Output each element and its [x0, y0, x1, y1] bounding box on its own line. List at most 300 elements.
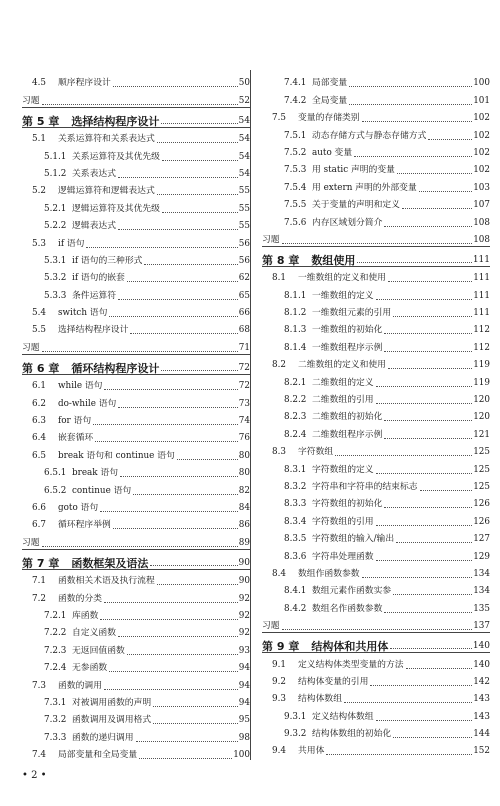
dot-leader	[384, 419, 472, 421]
toc-entry[interactable]	[22, 744, 250, 761]
toc-entry-number: 9.3.2	[284, 729, 307, 740]
toc-entry-title: goto 语句	[58, 502, 99, 513]
toc-entry-number: 8.2.4	[284, 429, 307, 440]
toc-entry-title: 嵌套循环	[58, 433, 94, 444]
toc-entry-page: 137	[473, 621, 490, 632]
toc-entry-title: 二维数组的引用	[312, 395, 374, 406]
toc-entry[interactable]	[262, 211, 490, 228]
dot-leader	[139, 757, 232, 759]
dot-leader	[354, 155, 472, 157]
dot-leader	[42, 103, 238, 105]
toc-entry-number: 5.3.2	[44, 273, 67, 284]
column-divider	[250, 70, 251, 760]
dot-leader	[370, 684, 472, 686]
dot-leader	[376, 524, 473, 526]
toc-entry-number: 4.5	[32, 78, 46, 89]
dot-leader	[384, 350, 472, 352]
toc-exercise-entry[interactable]	[22, 89, 250, 106]
toc-entry-number: 8.1.3	[284, 325, 307, 336]
toc-entry-title: do-while 语句	[58, 398, 117, 409]
toc-entry-number: 7.5	[272, 113, 286, 124]
toc-entry[interactable]	[22, 427, 250, 444]
toc-entry-number: 8.2	[272, 360, 286, 371]
toc-entry-title: continue 语句	[72, 485, 132, 496]
toc-entry-title: 习题	[22, 95, 40, 106]
toc-entry-number: 5.4	[32, 308, 46, 319]
toc-entry-title: 数组名作函数参数	[312, 603, 383, 614]
toc-chapter-entry[interactable]	[22, 355, 250, 374]
toc-entry-title: while 语句	[58, 381, 103, 392]
toc-entry[interactable]	[22, 497, 250, 514]
toc-entry-page: 100	[473, 78, 490, 89]
toc-entry-title: if 语句的三种形式	[72, 255, 143, 266]
dot-leader	[384, 332, 472, 334]
dot-leader	[100, 618, 237, 620]
toc-entry-title: break 语句和 continue 语句	[58, 450, 175, 461]
toc-entry-number: 8.3	[272, 447, 286, 458]
toc-entry-number: 7.1	[32, 576, 46, 587]
toc-entry-title: 习题	[262, 621, 280, 632]
toc-entry-number: 7.2.1	[44, 610, 67, 621]
dot-leader	[384, 611, 472, 613]
toc-entry-number: 8.2.2	[284, 395, 307, 406]
toc-entry-page: 101	[473, 95, 490, 106]
toc-entry[interactable]	[262, 284, 490, 301]
toc-entry-title: 结构体和共用体	[311, 640, 389, 654]
dot-leader	[390, 647, 471, 649]
toc-entry-title: for 语句	[58, 416, 92, 427]
toc-entry-number: 6.5.2	[44, 485, 67, 496]
toc-entry[interactable]	[262, 406, 490, 423]
toc-entry-number: 5.2.1	[44, 203, 67, 214]
toc-entry-number: 8.4.1	[284, 586, 307, 597]
toc-entry[interactable]	[22, 674, 250, 691]
toc-entry[interactable]	[22, 145, 250, 162]
toc-entry-number: 第 8 章	[262, 253, 300, 267]
toc-entry-title: 习题	[262, 234, 280, 245]
dot-leader	[120, 475, 238, 477]
toc-entry[interactable]	[262, 740, 490, 757]
toc-entry[interactable]	[262, 671, 490, 688]
toc-entry-page: 125	[473, 481, 490, 492]
toc-entry-title: 定义结构体数组	[312, 711, 374, 722]
toc-chapter-entry[interactable]	[22, 550, 250, 569]
dot-leader	[109, 315, 237, 317]
toc-entry-number: 第 6 章	[22, 361, 60, 375]
toc-entry-title: 字符数组的输入/输出	[312, 534, 395, 545]
toc-entry-title: 共用体	[298, 746, 325, 757]
toc-entry-title: 函数调用及调用格式	[72, 715, 152, 726]
toc-entry-number: 8.4.2	[284, 603, 307, 614]
toc-entry[interactable]	[262, 597, 490, 614]
toc-entry-number: 6.5	[32, 450, 46, 461]
toc-entry-title: 结构体变量的引用	[298, 676, 369, 687]
toc-entry-page: 62	[238, 273, 250, 284]
toc-entry[interactable]	[262, 476, 490, 493]
dot-leader	[93, 423, 238, 425]
toc-entry-title: 字符串和字符串的结束标志	[312, 481, 418, 492]
dot-leader	[376, 298, 473, 300]
dot-leader	[393, 593, 472, 595]
toc-entry-page: 65	[238, 290, 250, 301]
toc-entry-page: 108	[473, 234, 490, 245]
toc-entry[interactable]	[262, 194, 490, 211]
toc-entry-page: 144	[473, 729, 490, 740]
dot-leader	[376, 472, 473, 474]
toc-entry-number: 8.1	[272, 273, 286, 284]
toc-exercise-entry[interactable]	[22, 531, 250, 548]
toc-entry-title: 关于变量的声明和定义	[312, 200, 400, 211]
toc-entry-number: 9.3.1	[284, 711, 307, 722]
toc-entry-title: 字符数组的引用	[312, 516, 374, 527]
dot-leader	[402, 207, 472, 209]
toc-entry-number: 5.3	[32, 238, 46, 249]
toc-entry-title: break 语句	[72, 468, 119, 479]
toc-entry-page: 93	[238, 645, 250, 656]
dot-leader	[384, 225, 472, 227]
toc-entry[interactable]	[262, 336, 490, 353]
toc-entry-page: 111	[473, 308, 490, 319]
toc-entry-page: 92	[238, 628, 250, 639]
toc-entry-number: 5.2.2	[44, 221, 67, 232]
toc-entry-page: 112	[473, 325, 490, 336]
toc-entry-title: 逻辑表达式	[72, 221, 116, 232]
toc-entry[interactable]	[262, 176, 490, 193]
dot-leader	[177, 458, 238, 460]
toc-entry[interactable]	[262, 510, 490, 527]
toc-entry[interactable]	[22, 302, 250, 319]
toc-entry-page: 72	[238, 381, 250, 392]
toc-entry-page: 121	[473, 429, 490, 440]
toc-entry[interactable]	[262, 159, 490, 176]
toc-entry-page: 95	[238, 715, 250, 726]
toc-entry-number: 7.4	[32, 750, 46, 761]
dot-leader	[162, 211, 238, 213]
toc-entry-page: 103	[473, 182, 490, 193]
toc-entry-title: 结构体数组的初始化	[312, 729, 392, 740]
toc-entry-number: 5.1.1	[44, 151, 67, 162]
toc-entry-page: 102	[473, 147, 490, 158]
toc-entry-title: 对被调用函数的声明	[72, 697, 152, 708]
dot-leader	[396, 541, 472, 543]
toc-entry-page: 120	[473, 412, 490, 423]
toc-entry-page: 52	[238, 95, 250, 106]
toc-entry[interactable]	[262, 653, 490, 670]
toc-entry[interactable]	[22, 622, 250, 639]
dot-leader	[428, 138, 472, 140]
dot-leader	[133, 493, 238, 495]
toc-entry-page: 55	[238, 221, 250, 232]
toc-entry-number: 6.5.1	[44, 468, 67, 479]
toc-entry-number: 7.5.6	[284, 217, 307, 228]
toc-entry-title: 用 extern 声明的外部变量	[312, 182, 417, 193]
toc-entry-number: 7.5.1	[284, 130, 307, 141]
toc-entry[interactable]	[22, 267, 250, 284]
toc-entry[interactable]	[22, 410, 250, 427]
dot-leader	[136, 740, 238, 742]
toc-entry[interactable]	[262, 107, 490, 124]
toc-entry-page: 142	[473, 676, 490, 687]
toc-entry-number: 6.2	[32, 398, 46, 409]
toc-entry-page: 73	[238, 398, 250, 409]
toc-entry-number: 7.5.4	[284, 182, 307, 193]
dot-leader	[127, 653, 238, 655]
dot-leader	[161, 369, 237, 371]
toc-entry-page: 56	[238, 255, 250, 266]
toc-entry-title: 数组作函数参数	[298, 568, 360, 579]
toc-entry-number: 8.3.2	[284, 481, 307, 492]
dot-leader	[144, 263, 237, 265]
toc-entry-title: 逻辑运算符和逻辑表达式	[58, 186, 155, 197]
toc-entry-page: 89	[238, 537, 250, 548]
toc-entry[interactable]	[22, 709, 250, 726]
toc-entry-page: 129	[473, 551, 490, 562]
toc-entry[interactable]	[22, 392, 250, 409]
toc-entry-page: 84	[238, 502, 250, 513]
toc-entry[interactable]	[22, 570, 250, 587]
toc-entry-page: 107	[473, 200, 490, 211]
dot-leader	[113, 85, 238, 87]
toc-entry-title: 循环程序举例	[58, 520, 111, 531]
dot-leader	[335, 454, 472, 456]
toc-entry-number: 9.2	[272, 676, 286, 687]
toc-entry[interactable]	[262, 688, 490, 705]
toc-entry[interactable]	[22, 180, 250, 197]
toc-entry-number: 7.2.2	[44, 628, 67, 639]
toc-entry[interactable]	[22, 215, 250, 232]
toc-entry-page: 90	[238, 557, 250, 568]
dot-leader	[118, 228, 238, 230]
dot-leader	[104, 388, 237, 390]
dot-leader	[406, 667, 473, 669]
toc-entry-title: 二维数组的定义和使用	[298, 360, 386, 371]
toc-entry-number: 7.5.2	[284, 147, 307, 158]
toc-entry[interactable]	[22, 444, 250, 461]
toc-entry[interactable]	[262, 124, 490, 141]
dot-leader	[100, 510, 238, 512]
toc-entry[interactable]	[22, 197, 250, 214]
dot-leader	[393, 736, 472, 738]
toc-entry[interactable]	[262, 354, 490, 371]
toc-entry-title: 一维数组程序示例	[312, 342, 383, 353]
toc-entry-page: 86	[238, 520, 250, 531]
toc-entry-title: 库函数	[72, 610, 99, 621]
toc-entry[interactable]	[22, 692, 250, 709]
dot-leader	[376, 385, 473, 387]
toc-entry[interactable]	[22, 726, 250, 743]
toc-entry-title: 字符串处理函数	[312, 551, 374, 562]
toc-entry-title: 数组使用	[311, 253, 356, 267]
toc-entry-number: 8.4	[272, 568, 286, 579]
dot-leader	[162, 159, 238, 161]
toc-entry-page: 90	[238, 576, 250, 587]
toc-entry-number: 5.5	[32, 325, 46, 336]
toc-entry-page: 111	[473, 273, 490, 284]
toc-entry[interactable]	[22, 479, 250, 496]
toc-entry-page: 66	[238, 308, 250, 319]
toc-entry-number: 9.3	[272, 694, 286, 705]
dot-leader	[153, 722, 238, 724]
toc-entry-number: 8.3.1	[284, 464, 307, 475]
toc-entry-page: 54	[238, 151, 250, 162]
toc-entry[interactable]	[262, 142, 490, 159]
toc-entry-number: 7.3.2	[44, 715, 67, 726]
toc-entry-number: 7.3	[32, 680, 46, 691]
toc-entry[interactable]	[22, 128, 250, 145]
toc-entry[interactable]	[22, 232, 250, 249]
toc-entry-number: 5.3.3	[44, 290, 67, 301]
toc-entry-page: 125	[473, 447, 490, 458]
toc-entry[interactable]	[22, 375, 250, 392]
toc-entry-title: 函数的调用	[58, 680, 102, 691]
toc-entry-page: 55	[238, 203, 250, 214]
toc-exercise-entry[interactable]	[262, 229, 490, 246]
toc-entry-title: if 语句	[58, 238, 85, 249]
toc-entry-number: 8.3.6	[284, 551, 307, 562]
toc-entry[interactable]	[262, 319, 490, 336]
toc-entry[interactable]	[262, 302, 490, 319]
dot-leader	[282, 242, 473, 244]
toc-entry-number: 7.5.3	[284, 165, 307, 176]
toc-entry-page: 68	[238, 325, 250, 336]
toc-entry-page: 92	[238, 593, 250, 604]
toc-entry-title: 二维数组的初始化	[312, 412, 383, 423]
toc-entry[interactable]	[22, 462, 250, 479]
toc-entry[interactable]	[262, 705, 490, 722]
dot-leader	[109, 670, 238, 672]
dot-leader	[104, 688, 238, 690]
toc-entry-number: 6.1	[32, 381, 46, 392]
toc-entry-number: 6.6	[32, 502, 46, 513]
toc-entry-title: 顺序程序设计	[58, 78, 111, 89]
dot-leader	[157, 583, 238, 585]
toc-chapter-entry[interactable]	[22, 108, 250, 127]
toc-entry-page: 80	[238, 468, 250, 479]
toc-entry[interactable]	[22, 72, 250, 89]
toc-entry-title: 选择结构程序设计	[71, 114, 160, 128]
toc-entry-page: 126	[473, 516, 490, 527]
toc-chapter-entry[interactable]	[262, 247, 490, 266]
toc-chapter-entry[interactable]	[262, 633, 490, 652]
toc-entry-number: 7.4.2	[284, 95, 307, 106]
toc-entry[interactable]	[22, 639, 250, 656]
toc-entry[interactable]	[262, 423, 490, 440]
toc-entry-title: 函数的递归调用	[72, 732, 134, 743]
toc-entry-number: 5.3.1	[44, 255, 67, 266]
dot-leader	[420, 489, 473, 491]
toc-entry-number: 第 9 章	[262, 640, 300, 654]
toc-entry-number: 6.3	[32, 416, 46, 427]
dot-leader	[86, 246, 237, 248]
toc-entry-number: 7.2.3	[44, 645, 67, 656]
toc-entry-title: 一维数组元素的引用	[312, 308, 392, 319]
toc-entry[interactable]	[262, 389, 490, 406]
toc-entry-number: 5.1.2	[44, 168, 67, 179]
toc-entry[interactable]	[22, 587, 250, 604]
toc-entry-title: 一维数组的定义和使用	[298, 273, 386, 284]
toc-entry[interactable]	[262, 580, 490, 597]
toc-entry-title: 变量的存储类别	[298, 113, 360, 124]
toc-entry-number: 8.1.4	[284, 342, 307, 353]
page-number: • 2 •	[22, 770, 47, 781]
toc-entry-page: 100	[233, 750, 250, 761]
toc-entry[interactable]	[262, 458, 490, 475]
toc-entry-title: 全局变量	[312, 95, 348, 106]
dot-leader	[384, 506, 472, 508]
toc-entry[interactable]	[262, 528, 490, 545]
toc-entry[interactable]	[262, 723, 490, 740]
toc-entry-title: switch 语句	[58, 308, 108, 319]
toc-entry-number: 7.5.5	[284, 200, 307, 211]
dot-leader	[95, 440, 238, 442]
toc-entry[interactable]	[22, 284, 250, 301]
dot-leader	[376, 719, 473, 721]
toc-entry[interactable]	[262, 493, 490, 510]
toc-entry-title: if 语句的嵌套	[72, 273, 125, 284]
toc-entry[interactable]	[262, 545, 490, 562]
toc-entry[interactable]	[22, 514, 250, 531]
toc-entry[interactable]	[262, 89, 490, 106]
toc-entry-number: 6.7	[32, 520, 46, 531]
dot-leader	[282, 628, 473, 630]
toc-entry[interactable]	[262, 72, 490, 89]
toc-entry[interactable]	[262, 267, 490, 284]
toc-entry-page: 76	[238, 433, 250, 444]
toc-entry[interactable]	[262, 371, 490, 388]
toc-entry-number: 7.2.4	[44, 663, 67, 674]
toc-entry-title: 函数相关术语及执行流程	[58, 576, 155, 587]
toc-entry-page: 94	[238, 663, 250, 674]
toc-entry-page: 126	[473, 499, 490, 510]
toc-entry-title: 习题	[22, 537, 40, 548]
toc-entry[interactable]	[22, 163, 250, 180]
dot-leader	[384, 437, 472, 439]
toc-entry[interactable]	[22, 319, 250, 336]
dot-leader	[326, 753, 472, 755]
toc-entry-number: 7.2	[32, 593, 46, 604]
toc-entry-page: 140	[472, 641, 490, 652]
toc-entry-number: 8.2.3	[284, 412, 307, 423]
toc-entry[interactable]	[22, 605, 250, 622]
toc-exercise-entry[interactable]	[22, 336, 250, 353]
toc-entry-title: 局部变量	[312, 78, 348, 89]
dot-leader	[388, 367, 472, 369]
dot-leader	[157, 193, 238, 195]
toc-entry[interactable]	[262, 441, 490, 458]
toc-entry-page: 140	[473, 659, 490, 670]
toc-entry-page: 74	[238, 416, 250, 427]
dot-leader	[349, 103, 472, 105]
toc-entry-page: 127	[473, 534, 490, 545]
toc-entry-page: 55	[238, 186, 250, 197]
toc-entry-page: 102	[473, 113, 490, 124]
toc-entry-page: 102	[473, 130, 490, 141]
toc-entry-title: 条件运算符	[72, 290, 116, 301]
toc-entry-number: 第 5 章	[22, 114, 60, 128]
dot-leader	[150, 564, 237, 566]
dot-leader	[118, 298, 238, 300]
toc-exercise-entry[interactable]	[262, 615, 490, 632]
toc-entry-page: 135	[473, 603, 490, 614]
toc-entry[interactable]	[22, 657, 250, 674]
toc-entry-title: 关系运算符和关系表达式	[58, 134, 155, 145]
toc-entry[interactable]	[262, 563, 490, 580]
dot-leader	[376, 559, 473, 561]
toc-entry-title: 字符数组	[298, 447, 334, 458]
toc-entry-title: 数组元素作函数实参	[312, 586, 392, 597]
toc-entry[interactable]	[22, 250, 250, 267]
toc-entry-number: 7.3.1	[44, 697, 67, 708]
